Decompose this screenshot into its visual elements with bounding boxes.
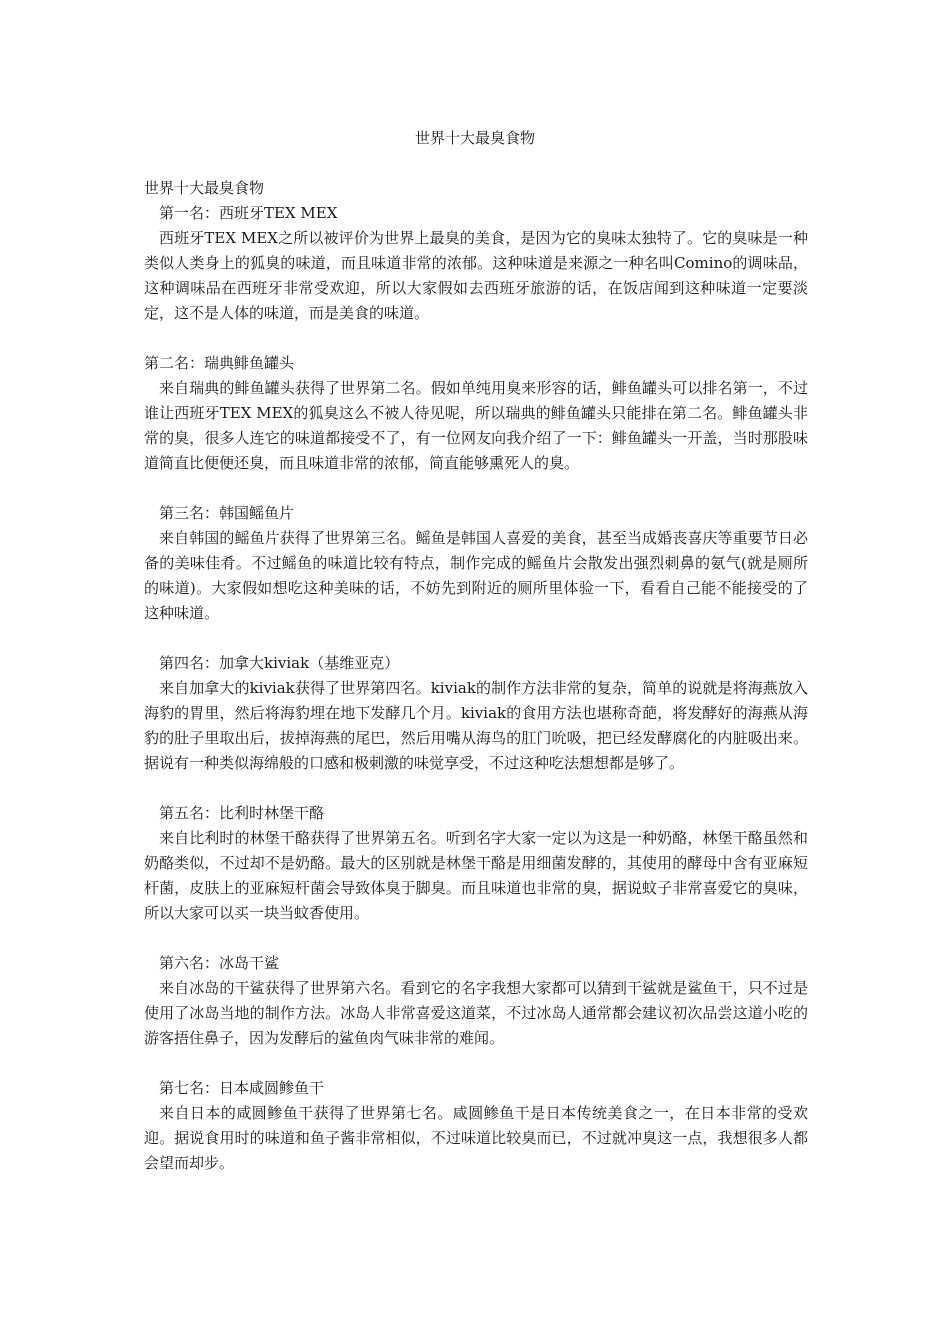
document-title: 世界十大最臭食物 [414,129,535,147]
section-body-1: 西班牙TEX MEX之所以被评价为世界上最臭的美食，是因为它的臭味太独特了。它的臭味是一种类似人类身上的狐臭的味道，而且味道非常的浓郁。这种味道是来源之一种名叫Comino的调味品，这种调味品在西班牙非常受欢迎，所以大家假如去西班牙旅游的话，在饭店闻到这种味道一定要淡定，这不是人体的味道，而是美食的味道。 [144,229,808,322]
section-body-7: 来自日本的咸圆鲹鱼干获得了世界第七名。咸圆鲹鱼干是日本传统美食之一，在日本非常的受欢迎。据说食用时的味道和鱼子酱非常相似，不过味道比较臭而已，不过就冲臭这一点，我想很多人都会望而却步。 [144,1104,808,1172]
section-body-3: 来自韩国的鳐鱼片获得了世界第三名。鳐鱼是韩国人喜爱的美食，甚至当成婚丧喜庆等重要节日必备的美味佳肴。不过鳐鱼的味道比较有特点，制作完成的鳐鱼片会散发出强烈刺鼻的氨气(就是厕所的味道)。大家假如想吃这种美味的话，不妨先到附近的厕所里体验一下，看看自己能不能接受的了这种味道。 [144,529,808,622]
section-heading-5: 第五名：比利时林堡干酪 [159,804,325,822]
section-body-4: 来自加拿大的kiviak获得了世界第四名。kiviak的制作方法非常的复杂，简单的说就是将海燕放入海豹的胃里，然后将海豹埋在地下发酵几个月。kiviak的食用方法也堪称奇葩，将发酵好的海燕从海豹的肚子里取出后，拔掉海燕的尾巴，然后用嘴从海鸟的肛门吮吸，把已经发酵腐化的内脏吸出来。据说有一种类似海绵般的口感和极刺激的味觉享受，不过这种吃法想想都是够了。 [144,679,808,772]
section-body-6: 来自冰岛的干鲨获得了世界第六名。看到它的名字我想大家都可以猜到干鲨就是鲨鱼干，只不过是使用了冰岛当地的制作方法。冰岛人非常喜爱这道菜，不过冰岛人通常都会建议初次品尝这道小吃的游客捂住鼻子，因为发酵后的鲨鱼肉气味非常的难闻。 [144,979,808,1047]
section-heading-3: 第三名：韩国鳐鱼片 [159,504,295,522]
section-heading-2: 第二名：瑞典鲱鱼罐头 [144,354,295,372]
section-heading-7: 第七名：日本咸圆鲹鱼干 [159,1079,325,1097]
section-heading-1: 第一名：西班牙TEX MEX [159,204,338,222]
section-heading-4: 第四名：加拿大kiviak（基维亚克） [159,654,400,672]
section-heading-6: 第六名：冰岛干鲨 [159,954,280,972]
section-body-5: 来自比利时的林堡干酪获得了世界第五名。听到名字大家一定以为这是一种奶酪，林堡干酪虽然和奶酪类似，不过却不是奶酪。最大的区别就是林堡干酪是用细菌发酵的，其使用的酵母中含有亚麻短杆菌，皮肤上的亚麻短杆菌会导致体臭于脚臭。而且味道也非常的臭，据说蚊子非常喜爱它的臭味，所以大家可以买一块当蚊香使用。 [144,829,808,922]
section-body-2: 来自瑞典的鲱鱼罐头获得了世界第二名。假如单纯用臭来形容的话，鲱鱼罐头可以排名第一，不过谁让西班牙TEX MEX的狐臭这么不被人待见呢，所以瑞典的鲱鱼罐头只能排在第二名。鲱鱼罐头非常的臭，很多人连它的味道都接受不了，有一位网友向我介绍了一下：鲱鱼罐头一开盖，当时那股味道简直比便便还臭，而且味道非常的浓郁，简直能够熏死人的臭。 [144,379,808,472]
document-subtitle: 世界十大最臭食物 [144,179,265,197]
document-body [144,176,808,1176]
